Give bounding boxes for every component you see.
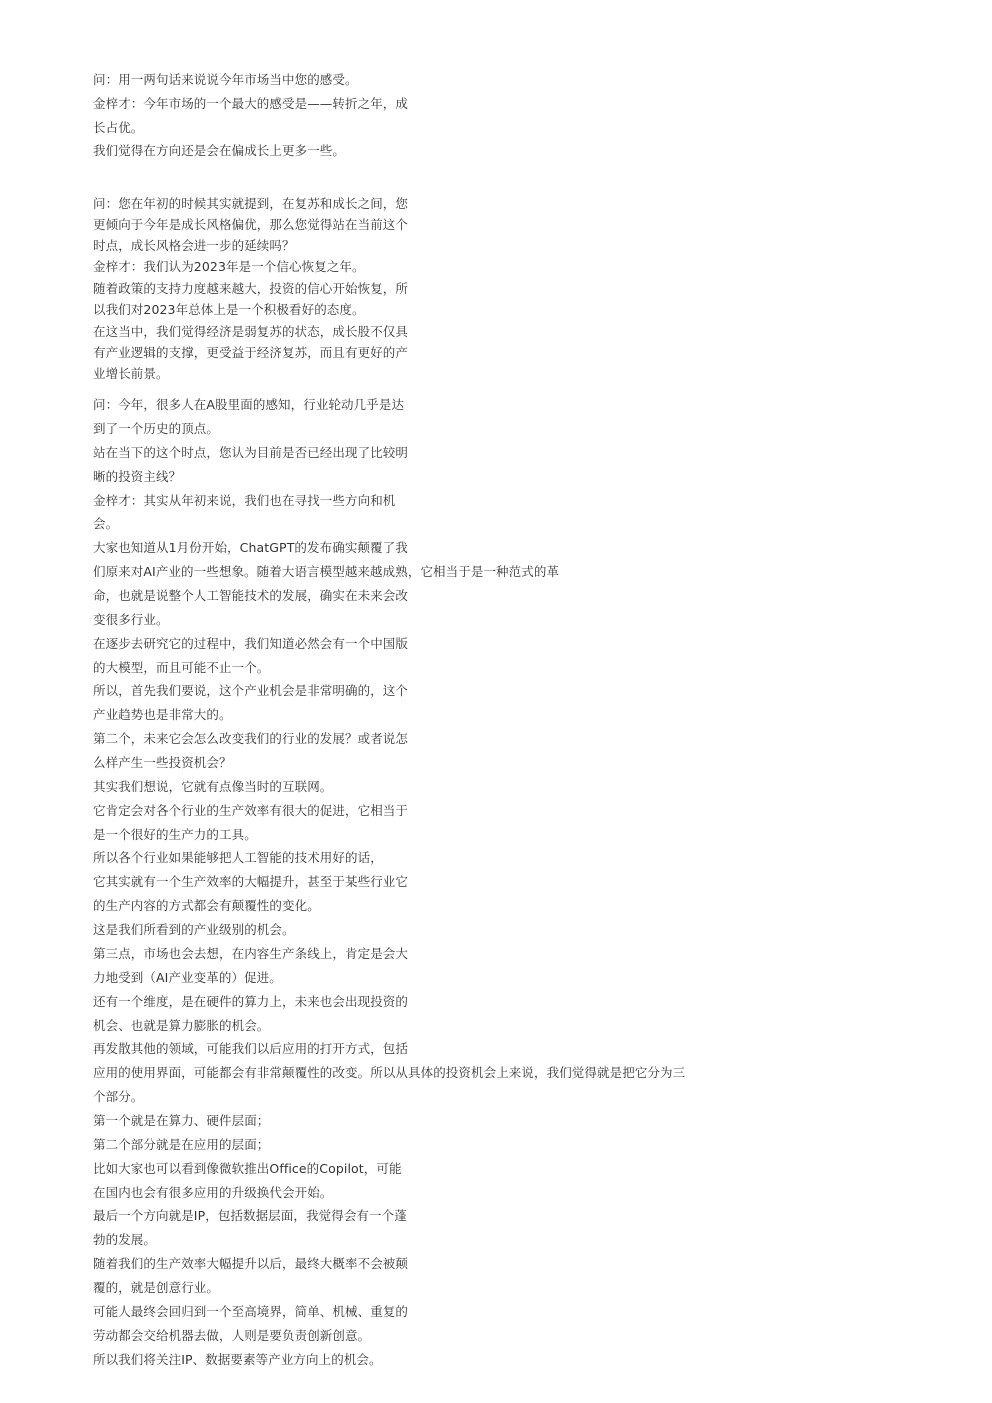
text-line: 命，也就是说整个人工智能技术的发展，确实在未来会改 bbox=[93, 588, 409, 603]
text-line: 金梓才：我们认为2023年是一个信心恢复之年。 bbox=[93, 259, 365, 274]
text-line: 到了一个历史的顶点。 bbox=[93, 421, 220, 436]
text-line: 更倾向于今年是成长风格偏优，那么您觉得站在当前这个 bbox=[93, 217, 409, 232]
text-line: 还有一个维度，是在硬件的算力上，未来也会出现投资的 bbox=[93, 994, 409, 1009]
text-line: 在这当中，我们觉得经济是弱复苏的状态，成长股不仅具 bbox=[93, 324, 409, 339]
text-line: 是一个很好的生产力的工具。 bbox=[93, 827, 257, 842]
text-line: 的大模型，而且可能不止一个。 bbox=[93, 660, 270, 675]
text-line: 在逐步去研究它的过程中，我们知道必然会有一个中国版 bbox=[93, 636, 409, 651]
text-line: 机会、也就是算力膨胀的机会。 bbox=[93, 1018, 270, 1033]
text-line: 可能人最终会回归到一个至高境界，简单、机械、重复的 bbox=[93, 1304, 409, 1319]
text-line: 大家也知道从1月份开始，ChatGPT的发布确实颠覆了我 bbox=[93, 540, 408, 555]
text-line: 第二个部分就是在应用的层面； bbox=[93, 1137, 270, 1152]
text-line: 金梓才：其实从年初来说，我们也在寻找一些方向和机 bbox=[93, 493, 396, 508]
text-line: 们原来对AI产业的一些想象。随着大语言模型越来越成熟，它相当于是一种范式的革 bbox=[93, 564, 560, 579]
text-line: 的生产内容的方式都会有颠覆性的变化。 bbox=[93, 898, 320, 913]
text-line: 在国内也会有很多应用的升级换代会开始。 bbox=[93, 1185, 333, 1200]
text-line: 站在当下的这个时点，您认为目前是否已经出现了比较明 bbox=[93, 445, 409, 460]
text-line: 金梓才：今年市场的一个最大的感受是——转折之年，成 bbox=[93, 96, 409, 111]
text-line: 有产业逻辑的支撑，更受益于经济复苏，而且有更好的产 bbox=[93, 345, 409, 360]
text-line: 变很多行业。 bbox=[93, 612, 169, 627]
text-line: 问：用一两句话来说说今年市场当中您的感受。 bbox=[93, 72, 358, 87]
text-line: 它肯定会对各个行业的生产效率有很大的促进，它相当于 bbox=[93, 803, 409, 818]
text-line: 第三点，市场也会去想，在内容生产条线上，肯定是会大 bbox=[93, 946, 409, 961]
text-line: 劳动都会交给机器去做，人则是要负责创新创意。 bbox=[93, 1328, 371, 1343]
text-line: 会。 bbox=[93, 516, 119, 531]
text-line: 再发散其他的领域，可能我们以后应用的打开方式，包括 bbox=[93, 1041, 409, 1056]
text-line: 我们觉得在方向还是会在偏成长上更多一些。 bbox=[93, 143, 346, 158]
text-line: 随着政策的支持力度越来越大，投资的信心开始恢复，所 bbox=[93, 281, 409, 296]
text-line: 第二个，未来它会怎么改变我们的行业的发展？或者说怎 bbox=[93, 731, 409, 746]
text-line: 业增长前景。 bbox=[93, 366, 169, 381]
text-line: 力地受到（AI产业变革的）促进。 bbox=[93, 970, 282, 985]
text-line: 长占优。 bbox=[93, 120, 144, 135]
text-line: 它其实就有一个生产效率的大幅提升，甚至于某些行业它 bbox=[93, 874, 409, 889]
text-line: 所以我们将关注IP、数据要素等产业方向上的机会。 bbox=[93, 1352, 382, 1367]
text-line: 覆的，就是创意行业。 bbox=[93, 1280, 220, 1295]
text-line: 最后一个方向就是IP，包括数据层面，我觉得会有一个蓬 bbox=[93, 1208, 407, 1223]
text-line: 第一个就是在算力、硬件层面； bbox=[93, 1113, 270, 1128]
text-line: 随着我们的生产效率大幅提升以后，最终大概率不会被颠 bbox=[93, 1256, 409, 1271]
text-line: 勃的发展。 bbox=[93, 1232, 157, 1247]
text-line: 产业趋势也是非常大的。 bbox=[93, 707, 232, 722]
text-line: 应用的使用界面，可能都会有非常颠覆性的改变。所以从具体的投资机会上来说，我们觉得就是把它分为三 bbox=[93, 1065, 686, 1080]
text-line: 其实我们想说，它就有点像当时的互联网。 bbox=[93, 779, 333, 794]
text-line: 时点，成长风格会进一步的延续吗？ bbox=[93, 238, 295, 253]
text-line: 比如大家也可以看到像微软推出Office的Copilot，可能 bbox=[93, 1161, 402, 1176]
text-line: 以我们对2023年总体上是一个积极看好的态度。 bbox=[93, 302, 365, 317]
text-line: 所以各个行业如果能够把人工智能的技术用好的话， bbox=[93, 850, 383, 865]
text-line: 这是我们所看到的产业级别的机会。 bbox=[93, 922, 295, 937]
text-line: 么样产生一些投资机会？ bbox=[93, 755, 232, 770]
text-line: 问：今年，很多人在A股里面的感知，行业轮动几乎是达 bbox=[93, 397, 405, 412]
text-line: 晰的投资主线？ bbox=[93, 469, 182, 484]
text-line: 所以，首先我们要说，这个产业机会是非常明确的，这个 bbox=[93, 683, 409, 698]
text-line: 问：您在年初的时候其实就提到，在复苏和成长之间，您 bbox=[93, 196, 409, 211]
text-line: 个部分。 bbox=[93, 1089, 144, 1104]
